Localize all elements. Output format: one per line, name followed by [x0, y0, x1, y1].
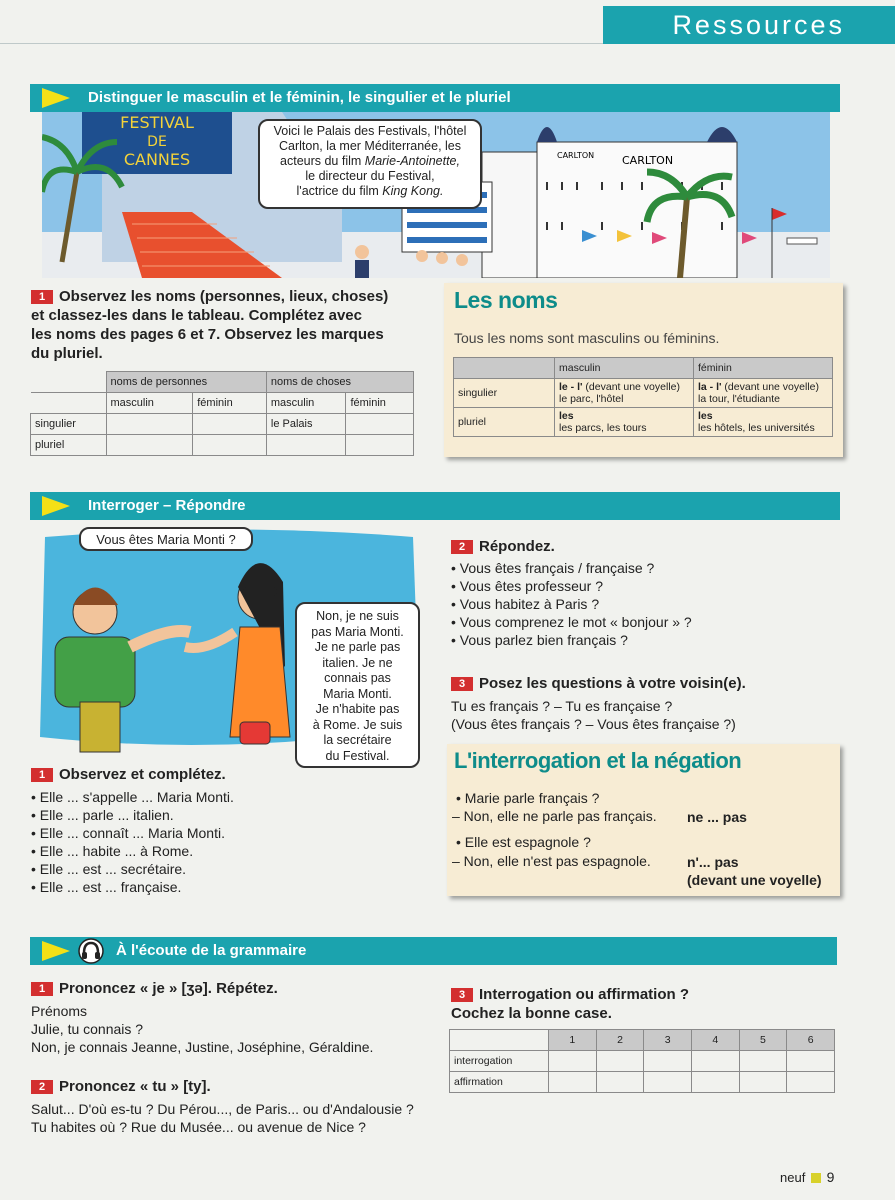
speech-line: Carlton, la mer Méditerranée, les — [278, 139, 462, 153]
table-cell[interactable] — [193, 414, 267, 435]
empty-cell — [450, 1030, 549, 1051]
article: les — [698, 410, 713, 422]
checkbox-cell[interactable] — [691, 1051, 739, 1072]
text-line: Julie, tu connais ? — [31, 1021, 144, 1037]
checkbox-cell[interactable] — [691, 1072, 739, 1093]
header-feminin: féminin — [346, 393, 414, 414]
page-number: 9 — [826, 1169, 835, 1185]
page-footer — [780, 1169, 834, 1185]
section-header-interroger — [30, 492, 840, 520]
speech-line: acteurs du film — [280, 154, 362, 168]
list-item: • Vous parlez bien français ? — [451, 631, 841, 649]
row-label: singulier — [31, 414, 107, 435]
cell-sing-masc — [555, 379, 694, 408]
text-line: Non, je connais Jeanne, Justine, Joséphine, Géraldine. — [31, 1039, 374, 1055]
bubble-line: pas Maria Monti. — [311, 624, 404, 639]
exercise-prononcez-je — [31, 979, 431, 1056]
bubble-line: du Festival. — [325, 748, 390, 763]
bubble-line: Maria Monti. — [323, 686, 392, 701]
col-header: 5 — [739, 1030, 787, 1051]
exercise-subtitle: Cochez la bonne case. — [451, 1005, 612, 1022]
panel-line: – Non, elle n'est pas espagnole. — [452, 853, 651, 869]
exercise-number: 1 — [31, 768, 53, 782]
header-masculin: masculin — [106, 393, 193, 414]
panel-rule: n'... pas — [687, 854, 739, 870]
checkbox-cell[interactable] — [596, 1051, 644, 1072]
bubble-line: la secrétaire — [323, 733, 392, 747]
checkbox-cell[interactable] — [549, 1072, 597, 1093]
article: le - l' — [559, 381, 583, 393]
speech-line: le directeur du Festival, — [305, 169, 435, 183]
section-title: Interroger – Répondre — [88, 497, 246, 514]
classification-table — [30, 371, 414, 456]
col-header: 4 — [691, 1030, 739, 1051]
bubble-line: Je n'habite pas — [315, 702, 400, 716]
exercise-prononcez-tu — [31, 1077, 441, 1136]
text-line: Salut... D'où es-tu ? Du Pérou..., de Paris... ou d'Andalousie ? — [31, 1101, 414, 1117]
sign-cannes: CANNES — [123, 150, 191, 169]
bubble-line: connais pas — [324, 671, 391, 685]
row-singulier: singulier — [454, 379, 555, 408]
exercise-interrogation-affirmation — [451, 985, 841, 1023]
text-line: Tu habites où ? Rue du Musée... ou avenue de Nice ? — [31, 1119, 366, 1135]
row-label: pluriel — [31, 435, 107, 456]
exercise-list — [31, 788, 351, 896]
example-line: (Vous êtes français ? – Vous êtes française ?) — [451, 716, 736, 732]
checkbox-cell[interactable] — [596, 1072, 644, 1093]
speech-line: Voici le Palais des Festivals, l'hôtel — [273, 124, 467, 138]
row-label: interrogation — [450, 1051, 549, 1072]
exercise-number: 3 — [451, 988, 473, 1002]
exercise-1-instruction — [31, 287, 411, 363]
table-cell[interactable]: le Palais — [266, 414, 346, 435]
exercise-title: Prononcez « tu » [ty]. — [59, 1078, 211, 1095]
checkbox-cell[interactable] — [739, 1072, 787, 1093]
checkbox-cell[interactable] — [787, 1051, 835, 1072]
arrow-icon — [42, 496, 70, 516]
speech-film-title: King Kong. — [382, 184, 444, 198]
panel-rule-note: (devant une voyelle) — [687, 872, 822, 888]
example: les hôtels, les universités — [698, 422, 815, 434]
bubble-line: Non, je ne suis — [316, 609, 399, 623]
speech-bubble-answer — [295, 602, 420, 768]
instruction-line: et classez-les dans le tableau. Complétez avec — [31, 307, 362, 324]
hotel-sign-2: CARLTON — [622, 154, 674, 167]
article: les — [559, 410, 574, 422]
headphones-icon — [78, 938, 104, 964]
panel-intro: Tous les noms sont masculins ou féminins. — [454, 330, 720, 346]
exercise-title: Prononcez « je » [ʒə]. Répétez. — [59, 980, 278, 997]
example: les parcs, les tours — [559, 422, 647, 434]
col-header: 2 — [596, 1030, 644, 1051]
table-row — [454, 379, 833, 408]
table-cell[interactable] — [346, 435, 414, 456]
exercise-repondez — [451, 537, 841, 649]
panel-title: L'interrogation et la négation — [454, 748, 742, 773]
exercise-number: 3 — [451, 677, 473, 691]
table-row — [450, 1072, 835, 1093]
exercise-list — [451, 559, 841, 649]
row-pluriel: pluriel — [454, 408, 555, 437]
speech-line: l'actrice du film — [296, 184, 379, 198]
table-cell[interactable] — [346, 414, 414, 435]
exercise-number: 2 — [31, 1080, 53, 1094]
page-marker-square — [811, 1173, 821, 1183]
speech-film-title: Marie-Antoinette, — [364, 154, 460, 168]
col-header: 1 — [549, 1030, 597, 1051]
example-line: Tu es français ? – Tu es française ? — [451, 698, 673, 714]
table-cell[interactable] — [193, 435, 267, 456]
instruction-line: les noms des pages 6 et 7. Observez les marques — [31, 326, 384, 343]
list-item: • Elle ... est ... française. — [31, 878, 351, 896]
header-masculin: masculin — [266, 393, 346, 414]
exercise-posez — [451, 674, 841, 733]
instruction-line: Observez les noms (personnes, lieux, choses) — [59, 288, 389, 305]
section-header-ecoute — [30, 937, 837, 965]
list-item: • Elle ... habite ... à Rome. — [31, 842, 351, 860]
sign-festival: FESTIVAL — [120, 113, 194, 132]
example: la tour, l'étudiante — [698, 393, 780, 405]
header-feminin: féminin — [193, 393, 267, 414]
empty-cell — [31, 372, 107, 393]
panel-rule: ne ... pas — [687, 809, 747, 825]
empty-cell — [454, 358, 555, 379]
list-item: • Vous êtes français / française ? — [451, 559, 841, 577]
list-item: • Elle ... connaît ... Maria Monti. — [31, 824, 351, 842]
exercise-number: 1 — [31, 290, 53, 304]
exercise-title: Répondez. — [479, 538, 555, 555]
panel-line: • Elle est espagnole ? — [456, 834, 591, 850]
header-choses: noms de choses — [266, 372, 413, 393]
grammar-panel-noms — [444, 283, 843, 457]
checkbox-cell[interactable] — [739, 1051, 787, 1072]
arrow-icon — [42, 941, 70, 961]
cell-plur-fem — [694, 408, 833, 437]
arrow-icon — [42, 88, 70, 108]
bubble-line: Je ne parle pas — [314, 640, 401, 654]
row-label: affirmation — [450, 1072, 549, 1093]
col-header: 3 — [644, 1030, 692, 1051]
table-cell[interactable] — [266, 435, 346, 456]
panel-title: Les noms — [454, 287, 558, 313]
instruction-line: du pluriel. — [31, 345, 103, 362]
section-title: À l'écoute de la grammaire — [116, 942, 307, 959]
note: (devant une voyelle) — [582, 381, 680, 393]
noms-table — [453, 357, 833, 437]
panel-line: – Non, elle ne parle pas français. — [452, 808, 657, 824]
bubble-line: italien. Je ne — [322, 655, 393, 670]
list-item: • Vous habitez à Paris ? — [451, 595, 841, 613]
cell-plur-masc — [555, 408, 694, 437]
section-header-masculin-feminin — [30, 84, 840, 112]
resources-tab: Ressources — [603, 6, 895, 44]
header-personnes: noms de personnes — [106, 372, 266, 393]
list-item: • Vous êtes professeur ? — [451, 577, 841, 595]
table-cell[interactable] — [106, 414, 193, 435]
exercise-title: Interrogation ou affirmation ? — [479, 986, 689, 1003]
page-word: neuf — [780, 1170, 806, 1185]
exercise-observez — [31, 765, 351, 896]
empty-cell — [31, 393, 107, 414]
col-header: 6 — [787, 1030, 835, 1051]
grammar-panel-interrogation — [447, 744, 840, 896]
table-cell[interactable] — [106, 435, 193, 456]
col-masculin: masculin — [555, 358, 694, 379]
section-title: Distinguer le masculin et le féminin, le singulier et le pluriel — [88, 89, 511, 106]
bubble-line: à Rome. Je suis — [312, 717, 403, 732]
exercise-number: 2 — [451, 540, 473, 554]
speech-bubble-question: Vous êtes Maria Monti ? — [79, 527, 253, 551]
checkbox-cell[interactable] — [549, 1051, 597, 1072]
article: la - l' — [698, 381, 722, 393]
exercise-number: 1 — [31, 982, 53, 996]
list-item: • Elle ... est ... secrétaire. — [31, 860, 351, 878]
table-row — [31, 414, 414, 435]
cell-sing-fem — [694, 379, 833, 408]
sign-de: DE — [147, 134, 167, 150]
checkbox-cell[interactable] — [787, 1072, 835, 1093]
example: le parc, l'hôtel — [559, 393, 624, 405]
speech-bubble-cannes — [258, 119, 482, 209]
list-item: • Vous comprenez le mot « bonjour » ? — [451, 613, 841, 631]
note: (devant une voyelle) — [721, 381, 819, 393]
checkbox-cell[interactable] — [644, 1072, 692, 1093]
exercise-title: Observez et complétez. — [59, 766, 226, 783]
panel-line: • Marie parle français ? — [456, 790, 600, 806]
header-rule — [0, 43, 603, 44]
list-item: • Elle ... parle ... italien. — [31, 806, 351, 824]
col-feminin: féminin — [694, 358, 833, 379]
table-row — [31, 435, 414, 456]
text-line: Prénoms — [31, 1003, 88, 1019]
table-row — [454, 408, 833, 437]
checkbox-cell[interactable] — [644, 1051, 692, 1072]
hotel-sign-1: CARLTON — [557, 151, 595, 160]
list-item: • Elle ... s'appelle ... Maria Monti. — [31, 788, 351, 806]
check-table — [449, 1029, 835, 1093]
exercise-title: Posez les questions à votre voisin(e). — [479, 675, 746, 692]
table-row — [450, 1051, 835, 1072]
